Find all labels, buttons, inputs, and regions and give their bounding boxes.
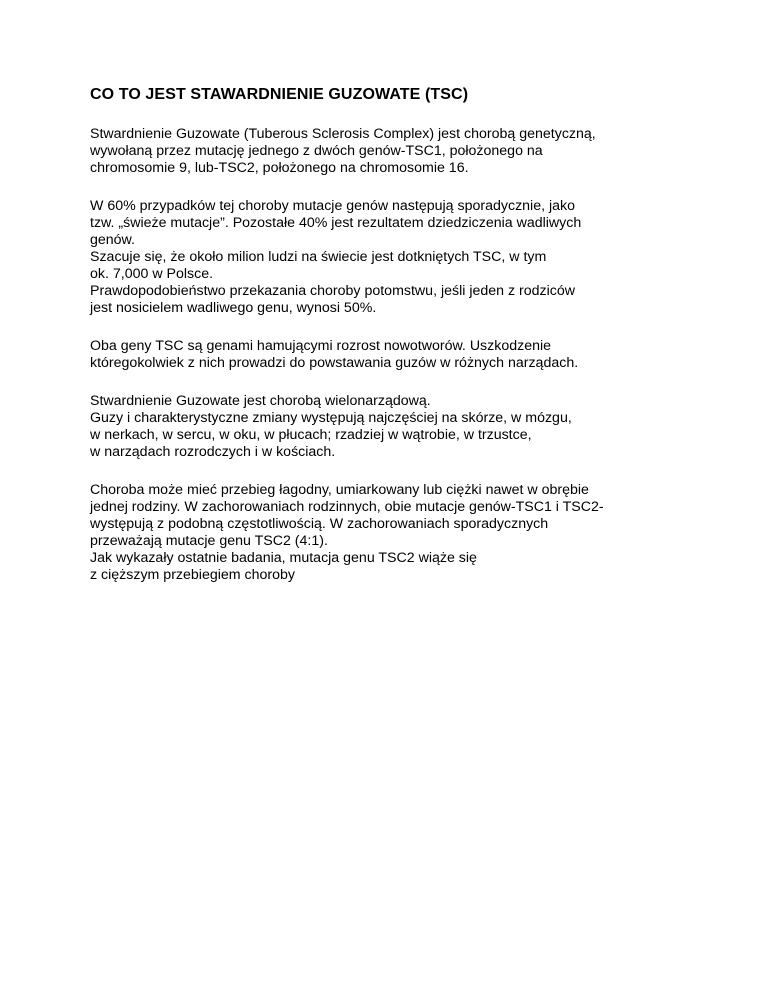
text-line: Guzy i charakterystyczne zmiany występują najczęściej na skórze, w mózgu, <box>90 410 572 426</box>
text-line: Stwardnienie Guzowate (Tuberous Sclerosis Complex) jest chorobą genetyczną, <box>90 126 596 142</box>
text-line: tzw. „świeże mutacje”. Pozostałe 40% jest rezultatem dziedziczenia wadliwych <box>90 215 582 231</box>
text-line: wywołaną przez mutację jednego z dwóch genów-TSC1, położonego na <box>90 143 543 159</box>
text-line: któregokolwiek z nich prowadzi do powstawania guzów w różnych narządach. <box>90 355 579 371</box>
text-line: W 60% przypadków tej choroby mutacje genów następują sporadycznie, jako <box>90 198 576 214</box>
text-line: Choroba może mieć przebieg łagodny, umiarkowany lub ciężki nawet w obrębie <box>90 482 589 498</box>
paragraph-definition <box>90 126 710 177</box>
text-line: Jak wykazały ostatnie badania, mutacja genu TSC2 wiąże się <box>90 550 477 566</box>
paragraph-genes <box>90 338 710 372</box>
document-title: CO TO JEST STAWARDNIENIE GUZOWATE (TSC) <box>90 86 469 103</box>
paragraph-statistics <box>90 198 710 317</box>
text-line: w narządach rozrodczych i w kościach. <box>90 444 336 460</box>
text-line: genów. <box>90 232 135 248</box>
text-line: Prawdopodobieństwo przekazania choroby potomstwu, jeśli jeden z rodziców <box>90 283 576 299</box>
text-line: przeważają mutacje genu TSC2 (4:1). <box>90 533 328 549</box>
text-line: chromosomie 9, lub-TSC2, położonego na chromosomie 16. <box>90 160 469 176</box>
text-line: występują z podobną częstotliwością. W zachorowaniach sporadycznych <box>90 516 549 532</box>
document-page <box>90 85 710 605</box>
paragraph-organs <box>90 393 710 461</box>
text-line: jednej rodziny. W zachorowaniach rodzinnych, obie mutacje genów-TSC1 i TSC2- <box>90 499 604 515</box>
paragraph-course <box>90 482 710 584</box>
text-line: w nerkach, w sercu, w oku, w płucach; rzadziej w wątrobie, w trzustce, <box>90 427 532 443</box>
text-line: jest nosicielem wadliwego genu, wynosi 50%. <box>90 300 377 316</box>
text-line: ok. 7,000 w Polsce. <box>90 266 214 282</box>
text-line: Oba geny TSC są genami hamującymi rozrost nowotworów. Uszkodzenie <box>90 338 552 354</box>
text-line: z cięższym przebiegiem choroby <box>90 567 296 583</box>
text-line: Stwardnienie Guzowate jest chorobą wielonarządową. <box>90 393 431 409</box>
text-line: Szacuje się, że około milion ludzi na świecie jest dotkniętych TSC, w tym <box>90 249 547 265</box>
